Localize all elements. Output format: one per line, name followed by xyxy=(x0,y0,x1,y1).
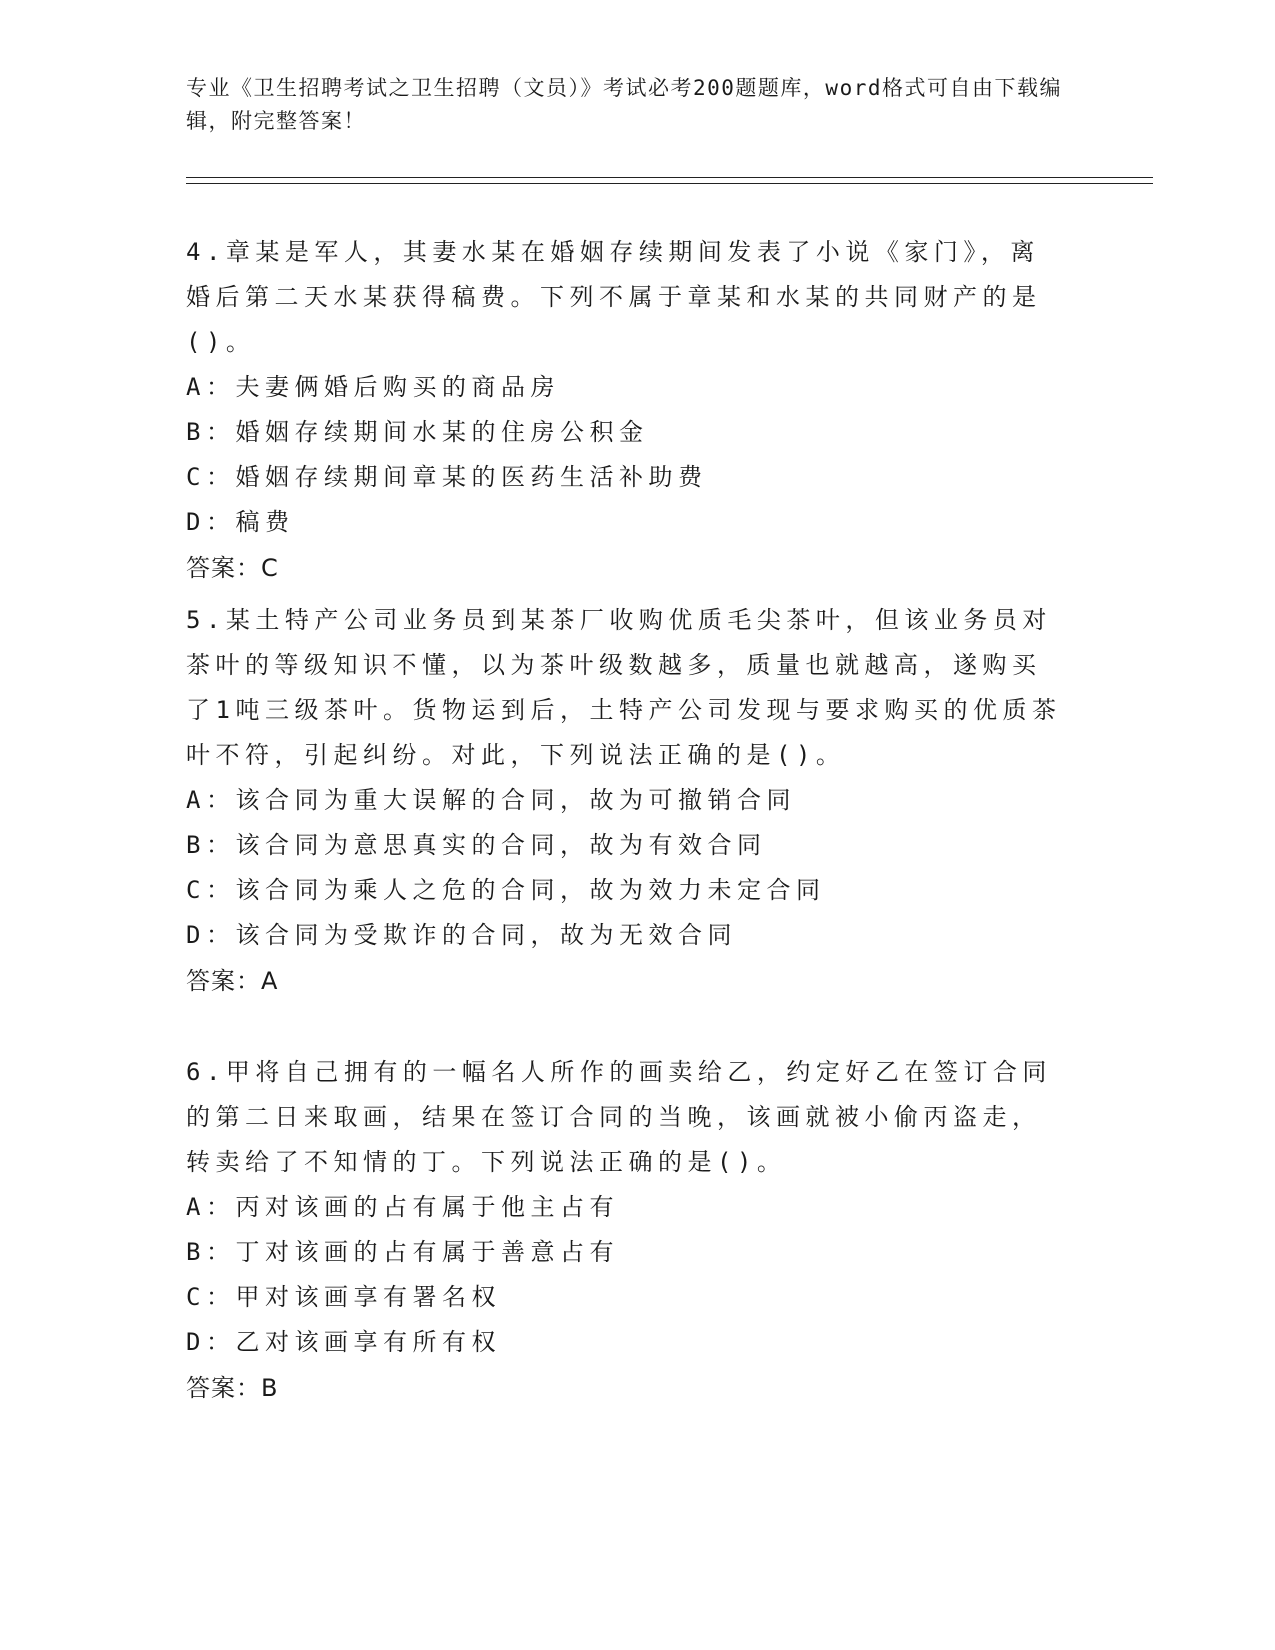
header-divider-top xyxy=(186,177,1153,178)
answer-line: 答案：A xyxy=(186,967,279,995)
header-divider-bottom xyxy=(186,183,1153,184)
option-b: B：婚姻存续期间水某的住房公积金 xyxy=(186,418,649,446)
option-d: D：该合同为受欺诈的合同，故为无效合同 xyxy=(186,921,737,949)
question-stem: 4.章某是军人，其妻水某在婚姻存续期间发表了小说《家门》，离婚后第二天水某获得稿费。下列不属于章某和水某的共同财产的是()。 xyxy=(186,238,1042,356)
option-d: D：稿费 xyxy=(186,508,295,536)
option-b: B：丁对该画的占有属于善意占有 xyxy=(186,1238,619,1266)
option-d: D：乙对该画享有所有权 xyxy=(186,1328,501,1356)
option-a: A：夫妻俩婚后购买的商品房 xyxy=(186,373,560,401)
question-stem: 6.甲将自己拥有的一幅名人所作的画卖给乙，约定好乙在签订合同的第二日来取画，结果在签订合同的当晚，该画就被小偷丙盗走，转卖给了不知情的丁。下列说法正确的是()。 xyxy=(186,1058,1052,1176)
question-6 xyxy=(186,1050,1066,1412)
document-header: 专业《卫生招聘考试之卫生招聘（文员）》考试必考200题题库，word格式可自由下载编辑，附完整答案！ xyxy=(186,76,1062,133)
option-b: B：该合同为意思真实的合同，故为有效合同 xyxy=(186,831,767,859)
question-5 xyxy=(186,598,1066,1005)
option-c: C：该合同为乘人之危的合同，故为效力未定合同 xyxy=(186,876,826,904)
option-a: A：丙对该画的占有属于他主占有 xyxy=(186,1193,619,1221)
option-c: C：甲对该画享有署名权 xyxy=(186,1283,501,1311)
answer-line: 答案：B xyxy=(186,1374,279,1402)
question-stem: 5.某土特产公司业务员到某茶厂收购优质毛尖茶叶，但该业务员对茶叶的等级知识不懂，以为茶叶级数越多，质量也就越高，遂购买了1吨三级茶叶。货物运到后，土特产公司发现与要求购买的优质茶叶不符，引起纠纷。对此，下列说法正确的是()。 xyxy=(186,606,1062,769)
option-c: C：婚姻存续期间章某的医药生活补助费 xyxy=(186,463,708,491)
question-4 xyxy=(186,230,1066,592)
answer-line: 答案：C xyxy=(186,554,279,582)
option-a: A：该合同为重大误解的合同，故为可撤销合同 xyxy=(186,786,796,814)
